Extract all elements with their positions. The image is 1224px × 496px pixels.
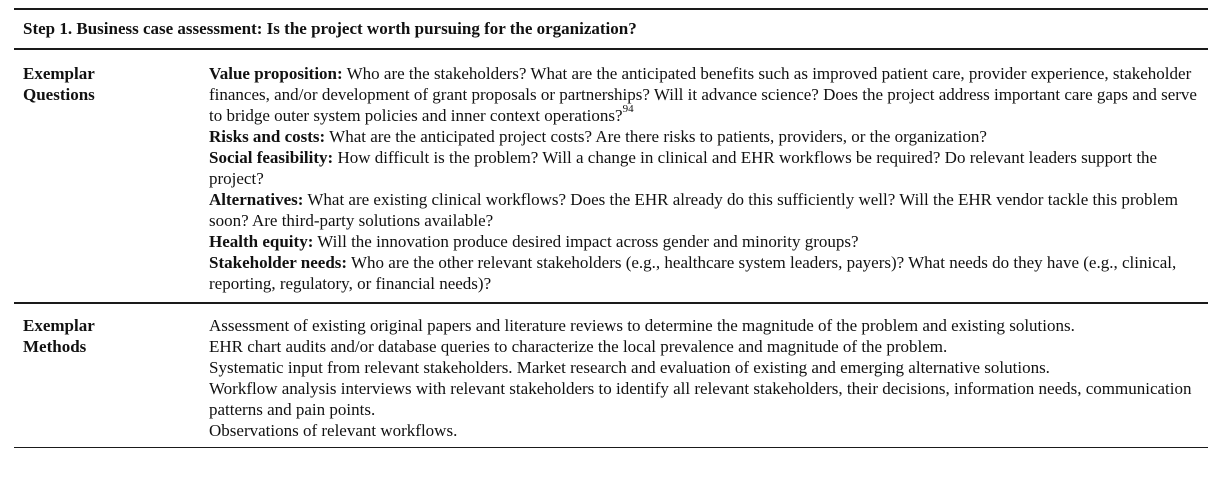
question-risks-costs: [209, 126, 1198, 147]
question-stakeholder-needs: [209, 252, 1198, 294]
question-term: Value proposition:: [209, 64, 343, 83]
citation-superscript: 94: [622, 103, 634, 116]
methods-row: [14, 304, 1208, 447]
method-item: Assessment of existing original papers and literature reviews to determine the magnitude of the problem and existing solutions.: [209, 316, 1075, 335]
bottom-rule: [14, 447, 1208, 448]
question-text: Will the innovation produce desired impact across gender and minority groups?: [313, 232, 859, 251]
method-item: Observations of relevant workflows.: [209, 421, 458, 440]
question-text: What are the anticipated project costs? Are there risks to patients, providers, or the organization?: [325, 127, 987, 146]
question-value-proposition: [209, 63, 1198, 126]
question-term: Risks and costs:: [209, 127, 326, 146]
questions-row: [14, 50, 1208, 302]
table-title: Step 1. Business case assessment: Is the project worth pursuing for the organization?: [23, 19, 637, 38]
method-item: EHR chart audits and/or database queries to characterize the local prevalence and magnitude of the problem.: [209, 337, 948, 356]
question-text: Who are the stakeholders? What are the anticipated benefits such as improved patient care, provider experience, stakeholder finances, and/or development of grant proposals or partnerships? Will it advance science? Does the project address important care gaps and serve to bridge outer system policies and inner context operations?: [209, 64, 1197, 125]
methods-label-line1: Exemplar: [23, 316, 95, 335]
question-social-feasibility: [209, 147, 1198, 189]
methods-label-line2: Methods: [23, 337, 87, 356]
method-item: Workflow analysis interviews with relevant stakeholders to identify all relevant stakeholders, their decisions, information needs, communication patterns and pain points.: [209, 379, 1192, 419]
question-text: What are existing clinical workflows? Does the EHR already do this sufficiently well? Will the EHR vendor tackle this problem soon? Are third-party solutions available?: [209, 190, 1179, 230]
question-health-equity: [209, 231, 1198, 252]
questions-label-line1: Exemplar: [23, 64, 95, 83]
method-item: Systematic input from relevant stakeholders. Market research and evaluation of existing and emerging alternative solutions.: [209, 358, 1050, 377]
question-term: Health equity:: [209, 232, 314, 251]
questions-label-line2: Questions: [23, 85, 95, 104]
question-text: Who are the other relevant stakeholders (e.g., healthcare system leaders, payers)? What needs do they have (e.g., clinical, reporting, regulatory, or financial needs)?: [209, 253, 1177, 293]
question-term: Alternatives:: [209, 190, 304, 209]
methods-label: [14, 315, 209, 441]
questions-content: [209, 63, 1208, 294]
question-term: Stakeholder needs:: [209, 253, 348, 272]
question-alternatives: [209, 189, 1198, 231]
business-case-table: [14, 8, 1208, 448]
methods-content: [209, 315, 1208, 441]
question-text: How difficult is the problem? Will a change in clinical and EHR workflows be required? Do relevant leaders support the project?: [209, 148, 1158, 188]
question-term: Social feasibility:: [209, 148, 334, 167]
questions-label: [14, 63, 209, 294]
